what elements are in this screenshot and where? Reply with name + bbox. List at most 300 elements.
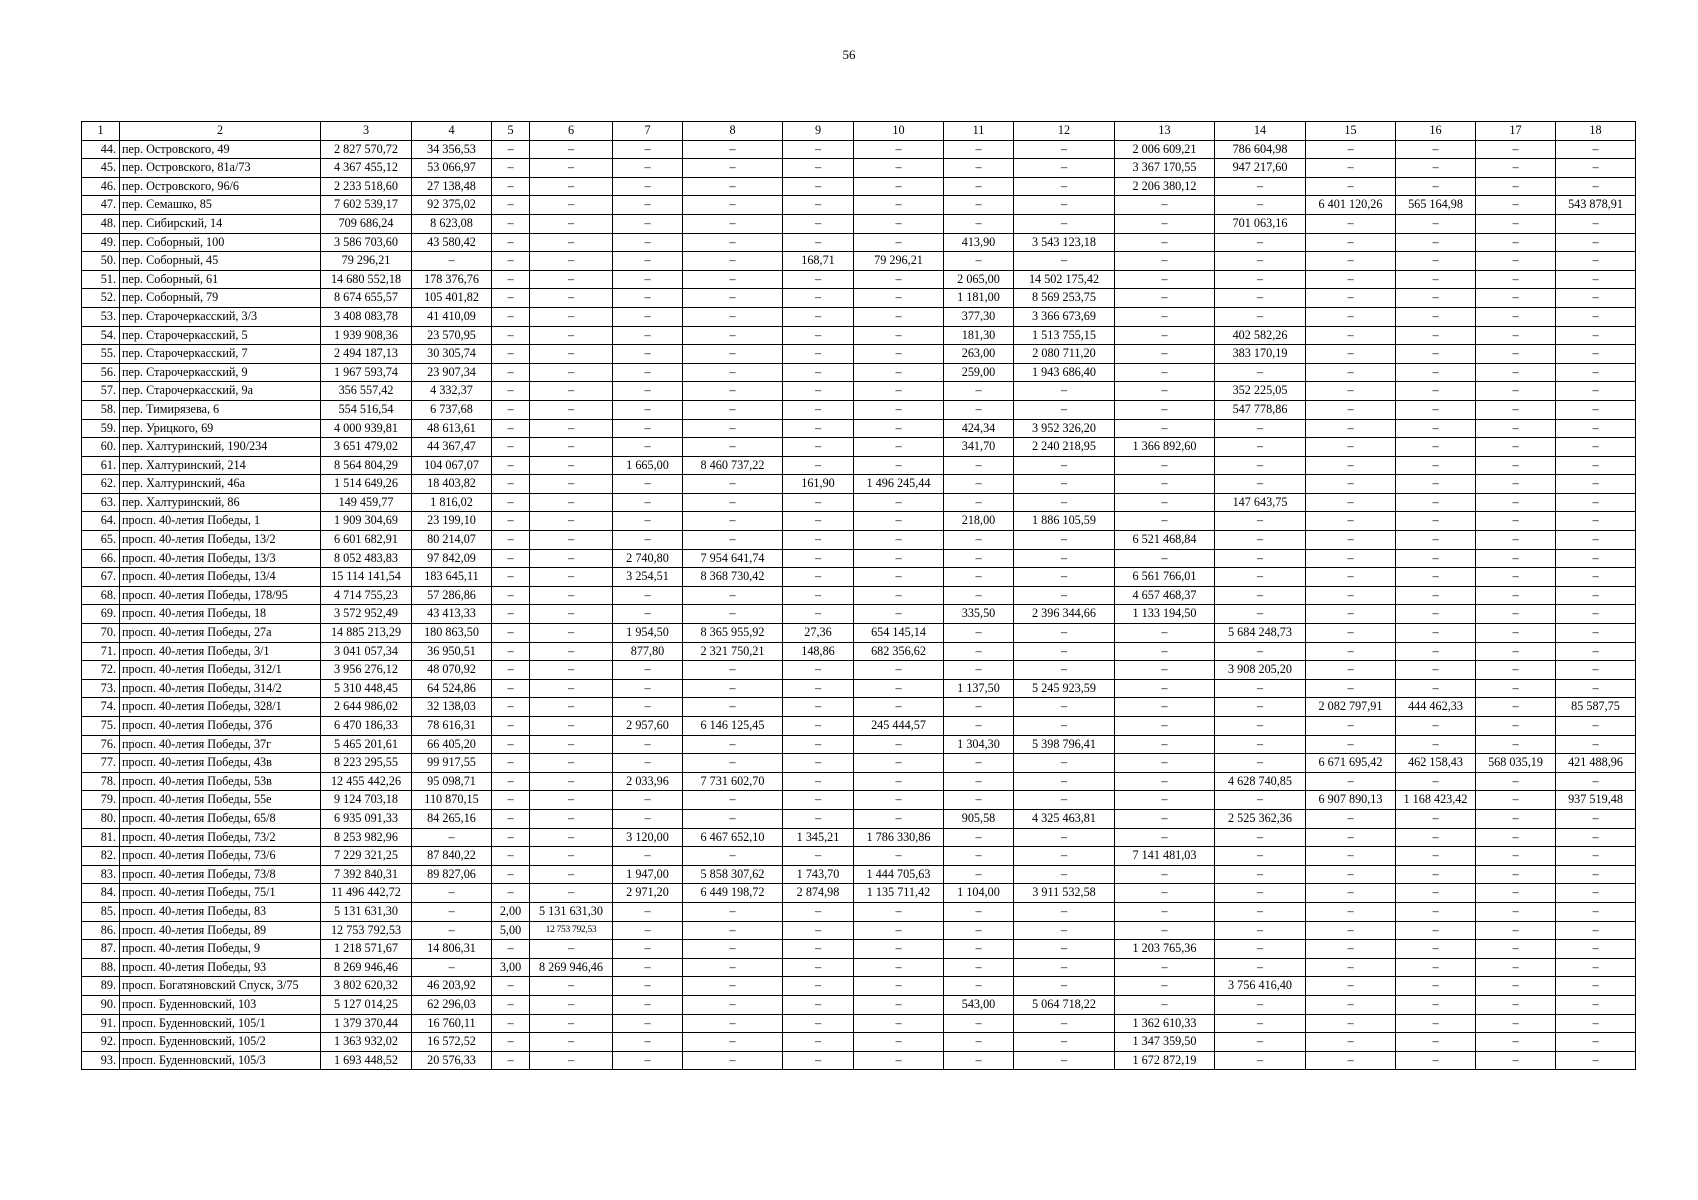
value-cell-col-11: – — [944, 456, 1014, 475]
value-cell-col-15: – — [1306, 475, 1396, 494]
value-cell-col-13: – — [1115, 307, 1215, 326]
value-cell-col-3: 3 586 703,60 — [321, 233, 412, 252]
value-cell-col-6: – — [530, 140, 613, 159]
row-number: 62. — [82, 475, 120, 494]
value-cell-col-13: 2 006 609,21 — [1115, 140, 1215, 159]
value-cell-col-8: – — [683, 270, 783, 289]
value-cell-col-12: – — [1014, 252, 1115, 271]
value-cell-col-17: – — [1476, 493, 1556, 512]
value-cell-col-9: – — [783, 326, 854, 345]
value-cell-col-5: – — [492, 679, 530, 698]
value-cell-col-11: 905,58 — [944, 809, 1014, 828]
value-cell-col-9: – — [783, 1033, 854, 1052]
value-cell-col-17: – — [1476, 233, 1556, 252]
value-cell-col-15: – — [1306, 977, 1396, 996]
value-cell-col-12: 1 943 686,40 — [1014, 363, 1115, 382]
value-cell-col-12: 3 543 123,18 — [1014, 233, 1115, 252]
value-cell-col-16: – — [1396, 958, 1476, 977]
address-cell: просп. Буденновский, 103 — [120, 995, 321, 1014]
table-row — [82, 493, 1636, 512]
value-cell-col-13: – — [1115, 679, 1215, 698]
value-cell-col-7: – — [613, 921, 683, 940]
value-cell-col-7: 1 954,50 — [613, 624, 683, 643]
value-cell-col-8: – — [683, 512, 783, 531]
value-cell-col-14: – — [1215, 995, 1306, 1014]
row-number: 92. — [82, 1033, 120, 1052]
column-header-8: 8 — [683, 122, 783, 141]
value-cell-col-6: – — [530, 1033, 613, 1052]
value-cell-col-5: – — [492, 419, 530, 438]
table-row — [82, 475, 1636, 494]
value-cell-col-11: – — [944, 791, 1014, 810]
value-cell-col-7: – — [613, 977, 683, 996]
value-cell-col-4: 36 950,51 — [412, 642, 492, 661]
value-cell-col-5: – — [492, 791, 530, 810]
value-cell-col-13: 1 347 359,50 — [1115, 1033, 1215, 1052]
value-cell-col-14: – — [1215, 1051, 1306, 1070]
value-cell-col-5: – — [492, 233, 530, 252]
value-cell-col-12: – — [1014, 382, 1115, 401]
value-cell-col-13: – — [1115, 884, 1215, 903]
value-cell-col-8: – — [683, 159, 783, 178]
value-cell-col-15: – — [1306, 214, 1396, 233]
value-cell-col-6: – — [530, 307, 613, 326]
row-number: 44. — [82, 140, 120, 159]
value-cell-col-10: – — [854, 735, 944, 754]
value-cell-col-18: – — [1556, 624, 1636, 643]
value-cell-col-4: 80 214,07 — [412, 531, 492, 550]
table-row — [82, 549, 1636, 568]
value-cell-col-14: – — [1215, 177, 1306, 196]
value-cell-col-7: – — [613, 754, 683, 773]
value-cell-col-16: – — [1396, 679, 1476, 698]
value-cell-col-5: – — [492, 642, 530, 661]
table-row — [82, 438, 1636, 457]
value-cell-col-13: 4 657 468,37 — [1115, 586, 1215, 605]
address-cell: пер. Урицкого, 69 — [120, 419, 321, 438]
value-cell-col-4: 8 623,08 — [412, 214, 492, 233]
value-cell-col-4: – — [412, 252, 492, 271]
row-number: 64. — [82, 512, 120, 531]
value-cell-col-13: – — [1115, 196, 1215, 215]
value-cell-col-11: – — [944, 902, 1014, 921]
value-cell-col-4: 44 367,47 — [412, 438, 492, 457]
value-cell-col-4: 23 570,95 — [412, 326, 492, 345]
value-cell-col-6: – — [530, 661, 613, 680]
value-cell-col-13: – — [1115, 772, 1215, 791]
value-cell-col-4: 6 737,68 — [412, 400, 492, 419]
table-row — [82, 512, 1636, 531]
value-cell-col-18: – — [1556, 140, 1636, 159]
row-number: 70. — [82, 624, 120, 643]
value-cell-col-17: – — [1476, 419, 1556, 438]
value-cell-col-7: – — [613, 735, 683, 754]
value-cell-col-13: – — [1115, 791, 1215, 810]
value-cell-col-18: – — [1556, 995, 1636, 1014]
value-cell-col-5: – — [492, 828, 530, 847]
value-cell-col-11: 413,90 — [944, 233, 1014, 252]
value-cell-col-16: – — [1396, 847, 1476, 866]
value-cell-col-13: 1 366 892,60 — [1115, 438, 1215, 457]
column-header-17: 17 — [1476, 122, 1556, 141]
value-cell-col-3: 8 564 804,29 — [321, 456, 412, 475]
value-cell-col-10: – — [854, 363, 944, 382]
value-cell-col-8: 5 858 307,62 — [683, 865, 783, 884]
value-cell-col-15: 6 401 120,26 — [1306, 196, 1396, 215]
value-cell-col-9: – — [783, 809, 854, 828]
value-cell-col-5: – — [492, 847, 530, 866]
value-cell-col-13: – — [1115, 902, 1215, 921]
table-row — [82, 1014, 1636, 1033]
value-cell-col-18: – — [1556, 252, 1636, 271]
value-cell-col-17: – — [1476, 512, 1556, 531]
value-cell-col-8: – — [683, 791, 783, 810]
address-cell: пер. Соборный, 45 — [120, 252, 321, 271]
value-cell-col-11: – — [944, 1014, 1014, 1033]
value-cell-col-12: 2 080 711,20 — [1014, 345, 1115, 364]
address-cell: просп. Богатяновский Спуск, 3/75 — [120, 977, 321, 996]
value-cell-col-5: – — [492, 531, 530, 550]
address-cell: просп. Буденновский, 105/2 — [120, 1033, 321, 1052]
value-cell-col-10: – — [854, 921, 944, 940]
value-cell-col-18: – — [1556, 717, 1636, 736]
address-cell: пер. Островского, 49 — [120, 140, 321, 159]
value-cell-col-18: – — [1556, 438, 1636, 457]
value-cell-col-6: – — [530, 568, 613, 587]
value-cell-col-9: – — [783, 605, 854, 624]
value-cell-col-8: – — [683, 493, 783, 512]
value-cell-col-13: 2 206 380,12 — [1115, 177, 1215, 196]
value-cell-col-7: – — [613, 159, 683, 178]
address-cell: просп. 40-летия Победы, 13/4 — [120, 568, 321, 587]
value-cell-col-18: – — [1556, 847, 1636, 866]
value-cell-col-8: – — [683, 196, 783, 215]
table-row — [82, 382, 1636, 401]
value-cell-col-11: – — [944, 549, 1014, 568]
value-cell-col-11: – — [944, 847, 1014, 866]
value-cell-col-7: – — [613, 1014, 683, 1033]
value-cell-col-10: 245 444,57 — [854, 717, 944, 736]
value-cell-col-17: – — [1476, 1033, 1556, 1052]
value-cell-col-5: – — [492, 977, 530, 996]
value-cell-col-5: – — [492, 326, 530, 345]
value-cell-col-7: – — [613, 363, 683, 382]
value-cell-col-14: – — [1215, 902, 1306, 921]
value-cell-col-11: 218,00 — [944, 512, 1014, 531]
value-cell-col-15: – — [1306, 586, 1396, 605]
row-number: 61. — [82, 456, 120, 475]
address-cell: просп. 40-летия Победы, 37г — [120, 735, 321, 754]
row-number: 74. — [82, 698, 120, 717]
value-cell-col-7: – — [613, 512, 683, 531]
value-cell-col-8: – — [683, 921, 783, 940]
value-cell-col-16: – — [1396, 456, 1476, 475]
value-cell-col-3: 6 935 091,33 — [321, 809, 412, 828]
value-cell-col-8: – — [683, 958, 783, 977]
value-cell-col-9: – — [783, 772, 854, 791]
address-cell: просп. 40-летия Победы, 93 — [120, 958, 321, 977]
value-cell-col-11: – — [944, 475, 1014, 494]
value-cell-col-15: – — [1306, 289, 1396, 308]
value-cell-col-9: – — [783, 270, 854, 289]
table-row — [82, 307, 1636, 326]
value-cell-col-3: 2 494 187,13 — [321, 345, 412, 364]
value-cell-col-12: – — [1014, 400, 1115, 419]
value-cell-col-15: – — [1306, 270, 1396, 289]
value-cell-col-4: – — [412, 902, 492, 921]
page-number: 56 — [842, 47, 856, 62]
table-row — [82, 865, 1636, 884]
value-cell-col-5: – — [492, 270, 530, 289]
value-cell-col-14: – — [1215, 754, 1306, 773]
value-cell-col-8: – — [683, 233, 783, 252]
value-cell-col-9: – — [783, 400, 854, 419]
value-cell-col-3: 5 131 631,30 — [321, 902, 412, 921]
column-header-11: 11 — [944, 122, 1014, 141]
value-cell-col-15: 6 907 890,13 — [1306, 791, 1396, 810]
value-cell-col-18: – — [1556, 177, 1636, 196]
value-cell-col-8: 8 368 730,42 — [683, 568, 783, 587]
row-number: 69. — [82, 605, 120, 624]
value-cell-col-15: – — [1306, 177, 1396, 196]
value-cell-col-15: – — [1306, 233, 1396, 252]
address-cell: просп. 40-летия Победы, 73/2 — [120, 828, 321, 847]
value-cell-col-16: – — [1396, 549, 1476, 568]
value-cell-col-18: – — [1556, 809, 1636, 828]
value-cell-col-3: 1 939 908,36 — [321, 326, 412, 345]
row-number: 90. — [82, 995, 120, 1014]
value-cell-col-8: – — [683, 586, 783, 605]
table-row — [82, 531, 1636, 550]
data-table — [81, 121, 1636, 1070]
value-cell-col-8: 8 460 737,22 — [683, 456, 783, 475]
value-cell-col-12: 5 064 718,22 — [1014, 995, 1115, 1014]
value-cell-col-15: – — [1306, 493, 1396, 512]
value-cell-col-11: 335,50 — [944, 605, 1014, 624]
value-cell-col-3: 709 686,24 — [321, 214, 412, 233]
value-cell-col-16: – — [1396, 902, 1476, 921]
value-cell-col-11: – — [944, 772, 1014, 791]
value-cell-col-14: 2 525 362,36 — [1215, 809, 1306, 828]
address-cell: просп. 40-летия Победы, 75/1 — [120, 884, 321, 903]
value-cell-col-5: – — [492, 568, 530, 587]
value-cell-col-9: – — [783, 456, 854, 475]
row-number: 79. — [82, 791, 120, 810]
column-header-10: 10 — [854, 122, 944, 141]
value-cell-col-14: 701 063,16 — [1215, 214, 1306, 233]
value-cell-col-8: 6 146 125,45 — [683, 717, 783, 736]
value-cell-col-6: – — [530, 1051, 613, 1070]
value-cell-col-10: – — [854, 382, 944, 401]
value-cell-col-16: – — [1396, 1014, 1476, 1033]
value-cell-col-8: – — [683, 1014, 783, 1033]
value-cell-col-11: – — [944, 252, 1014, 271]
value-cell-col-4: 4 332,37 — [412, 382, 492, 401]
value-cell-col-6: – — [530, 977, 613, 996]
column-header-13: 13 — [1115, 122, 1215, 141]
value-cell-col-11: – — [944, 531, 1014, 550]
table-row — [82, 196, 1636, 215]
value-cell-col-12: 1 886 105,59 — [1014, 512, 1115, 531]
value-cell-col-13: 7 141 481,03 — [1115, 847, 1215, 866]
value-cell-col-15: – — [1306, 679, 1396, 698]
table-row — [82, 326, 1636, 345]
address-cell: просп. 40-летия Победы, 89 — [120, 921, 321, 940]
value-cell-col-18: – — [1556, 512, 1636, 531]
value-cell-col-17: – — [1476, 307, 1556, 326]
value-cell-col-18: – — [1556, 902, 1636, 921]
value-cell-col-15: – — [1306, 438, 1396, 457]
value-cell-col-10: – — [854, 995, 944, 1014]
value-cell-col-14: – — [1215, 847, 1306, 866]
value-cell-col-9: – — [783, 754, 854, 773]
value-cell-col-10: – — [854, 307, 944, 326]
value-cell-col-3: 4 367 455,12 — [321, 159, 412, 178]
value-cell-col-10: 682 356,62 — [854, 642, 944, 661]
value-cell-col-9: 27,36 — [783, 624, 854, 643]
value-cell-col-10: – — [854, 586, 944, 605]
address-cell: пер. Островского, 81а/73 — [120, 159, 321, 178]
value-cell-col-18: – — [1556, 865, 1636, 884]
value-cell-col-8: – — [683, 252, 783, 271]
value-cell-col-4: 53 066,97 — [412, 159, 492, 178]
value-cell-col-4: 78 616,31 — [412, 717, 492, 736]
value-cell-col-8: – — [683, 307, 783, 326]
value-cell-col-11: 2 065,00 — [944, 270, 1014, 289]
value-cell-col-17: – — [1476, 735, 1556, 754]
value-cell-col-15: 2 082 797,91 — [1306, 698, 1396, 717]
value-cell-col-12: – — [1014, 921, 1115, 940]
value-cell-col-17: – — [1476, 1051, 1556, 1070]
value-cell-col-9: – — [783, 512, 854, 531]
value-cell-col-13: 3 367 170,55 — [1115, 159, 1215, 178]
value-cell-col-13: – — [1115, 698, 1215, 717]
address-cell: просп. 40-летия Победы, 312/1 — [120, 661, 321, 680]
value-cell-col-16: – — [1396, 586, 1476, 605]
value-cell-col-4: 30 305,74 — [412, 345, 492, 364]
value-cell-col-12: – — [1014, 159, 1115, 178]
value-cell-col-8: – — [683, 531, 783, 550]
value-cell-col-7: 2 033,96 — [613, 772, 683, 791]
value-cell-col-11: – — [944, 717, 1014, 736]
value-cell-col-4: 87 840,22 — [412, 847, 492, 866]
table-row — [82, 717, 1636, 736]
value-cell-col-13: – — [1115, 252, 1215, 271]
value-cell-col-10: – — [854, 289, 944, 308]
value-cell-col-12: – — [1014, 902, 1115, 921]
value-cell-col-15: – — [1306, 940, 1396, 959]
value-cell-col-4: 57 286,86 — [412, 586, 492, 605]
value-cell-col-10: – — [854, 512, 944, 531]
value-cell-col-7: 2 957,60 — [613, 717, 683, 736]
value-cell-col-3: 1 967 593,74 — [321, 363, 412, 382]
value-cell-col-18: – — [1556, 679, 1636, 698]
row-number: 77. — [82, 754, 120, 773]
value-cell-col-7: – — [613, 679, 683, 698]
column-header-15: 15 — [1306, 122, 1396, 141]
value-cell-col-16: – — [1396, 326, 1476, 345]
value-cell-col-13: – — [1115, 995, 1215, 1014]
value-cell-col-11: 259,00 — [944, 363, 1014, 382]
value-cell-col-16: – — [1396, 438, 1476, 457]
value-cell-col-8: – — [683, 419, 783, 438]
value-cell-col-6: – — [530, 772, 613, 791]
value-cell-col-7: – — [613, 400, 683, 419]
value-cell-col-15: – — [1306, 568, 1396, 587]
value-cell-col-9: – — [783, 289, 854, 308]
column-header-18: 18 — [1556, 122, 1636, 141]
value-cell-col-5: – — [492, 382, 530, 401]
value-cell-col-8: – — [683, 977, 783, 996]
table-row — [82, 642, 1636, 661]
column-header-2: 2 — [120, 122, 321, 141]
table-row — [82, 568, 1636, 587]
value-cell-col-8: – — [683, 940, 783, 959]
value-cell-col-10: 654 145,14 — [854, 624, 944, 643]
value-cell-col-17: – — [1476, 549, 1556, 568]
value-cell-col-14: 3 756 416,40 — [1215, 977, 1306, 996]
value-cell-col-18: – — [1556, 977, 1636, 996]
value-cell-col-17: – — [1476, 140, 1556, 159]
value-cell-col-14: 402 582,26 — [1215, 326, 1306, 345]
value-cell-col-18: – — [1556, 400, 1636, 419]
value-cell-col-15: – — [1306, 605, 1396, 624]
value-cell-col-7: – — [613, 940, 683, 959]
table-row — [82, 214, 1636, 233]
address-cell: просп. 40-летия Победы, 1 — [120, 512, 321, 531]
value-cell-col-9: – — [783, 438, 854, 457]
row-number: 57. — [82, 382, 120, 401]
value-cell-col-14: – — [1215, 717, 1306, 736]
value-cell-col-15: – — [1306, 661, 1396, 680]
value-cell-col-8: – — [683, 345, 783, 364]
row-number: 83. — [82, 865, 120, 884]
value-cell-col-16: – — [1396, 717, 1476, 736]
value-cell-col-11: – — [944, 661, 1014, 680]
value-cell-col-8: 8 365 955,92 — [683, 624, 783, 643]
value-cell-col-9: – — [783, 1051, 854, 1070]
value-cell-col-13: – — [1115, 661, 1215, 680]
value-cell-col-13: – — [1115, 456, 1215, 475]
value-cell-col-5: – — [492, 661, 530, 680]
value-cell-col-13: – — [1115, 754, 1215, 773]
value-cell-col-12: – — [1014, 1014, 1115, 1033]
value-cell-col-14: – — [1215, 1033, 1306, 1052]
value-cell-col-12: – — [1014, 1051, 1115, 1070]
value-cell-col-5: 3,00 — [492, 958, 530, 977]
value-cell-col-8: – — [683, 214, 783, 233]
value-cell-col-7: – — [613, 661, 683, 680]
value-cell-col-15: – — [1306, 456, 1396, 475]
address-cell: просп. 40-летия Победы, 73/8 — [120, 865, 321, 884]
value-cell-col-4: 110 870,15 — [412, 791, 492, 810]
value-cell-col-7: – — [613, 605, 683, 624]
value-cell-col-18: – — [1556, 549, 1636, 568]
value-cell-col-7: 2 971,20 — [613, 884, 683, 903]
value-cell-col-9: – — [783, 735, 854, 754]
value-cell-col-12: – — [1014, 661, 1115, 680]
value-cell-col-6: – — [530, 159, 613, 178]
table-row — [82, 809, 1636, 828]
value-cell-col-6: 12 753 792,53 — [530, 921, 613, 940]
value-cell-col-11: – — [944, 865, 1014, 884]
row-number: 76. — [82, 735, 120, 754]
value-cell-col-4: – — [412, 958, 492, 977]
row-number: 66. — [82, 549, 120, 568]
column-header-1: 1 — [82, 122, 120, 141]
value-cell-col-7: – — [613, 493, 683, 512]
address-cell: просп. 40-летия Победы, 37б — [120, 717, 321, 736]
